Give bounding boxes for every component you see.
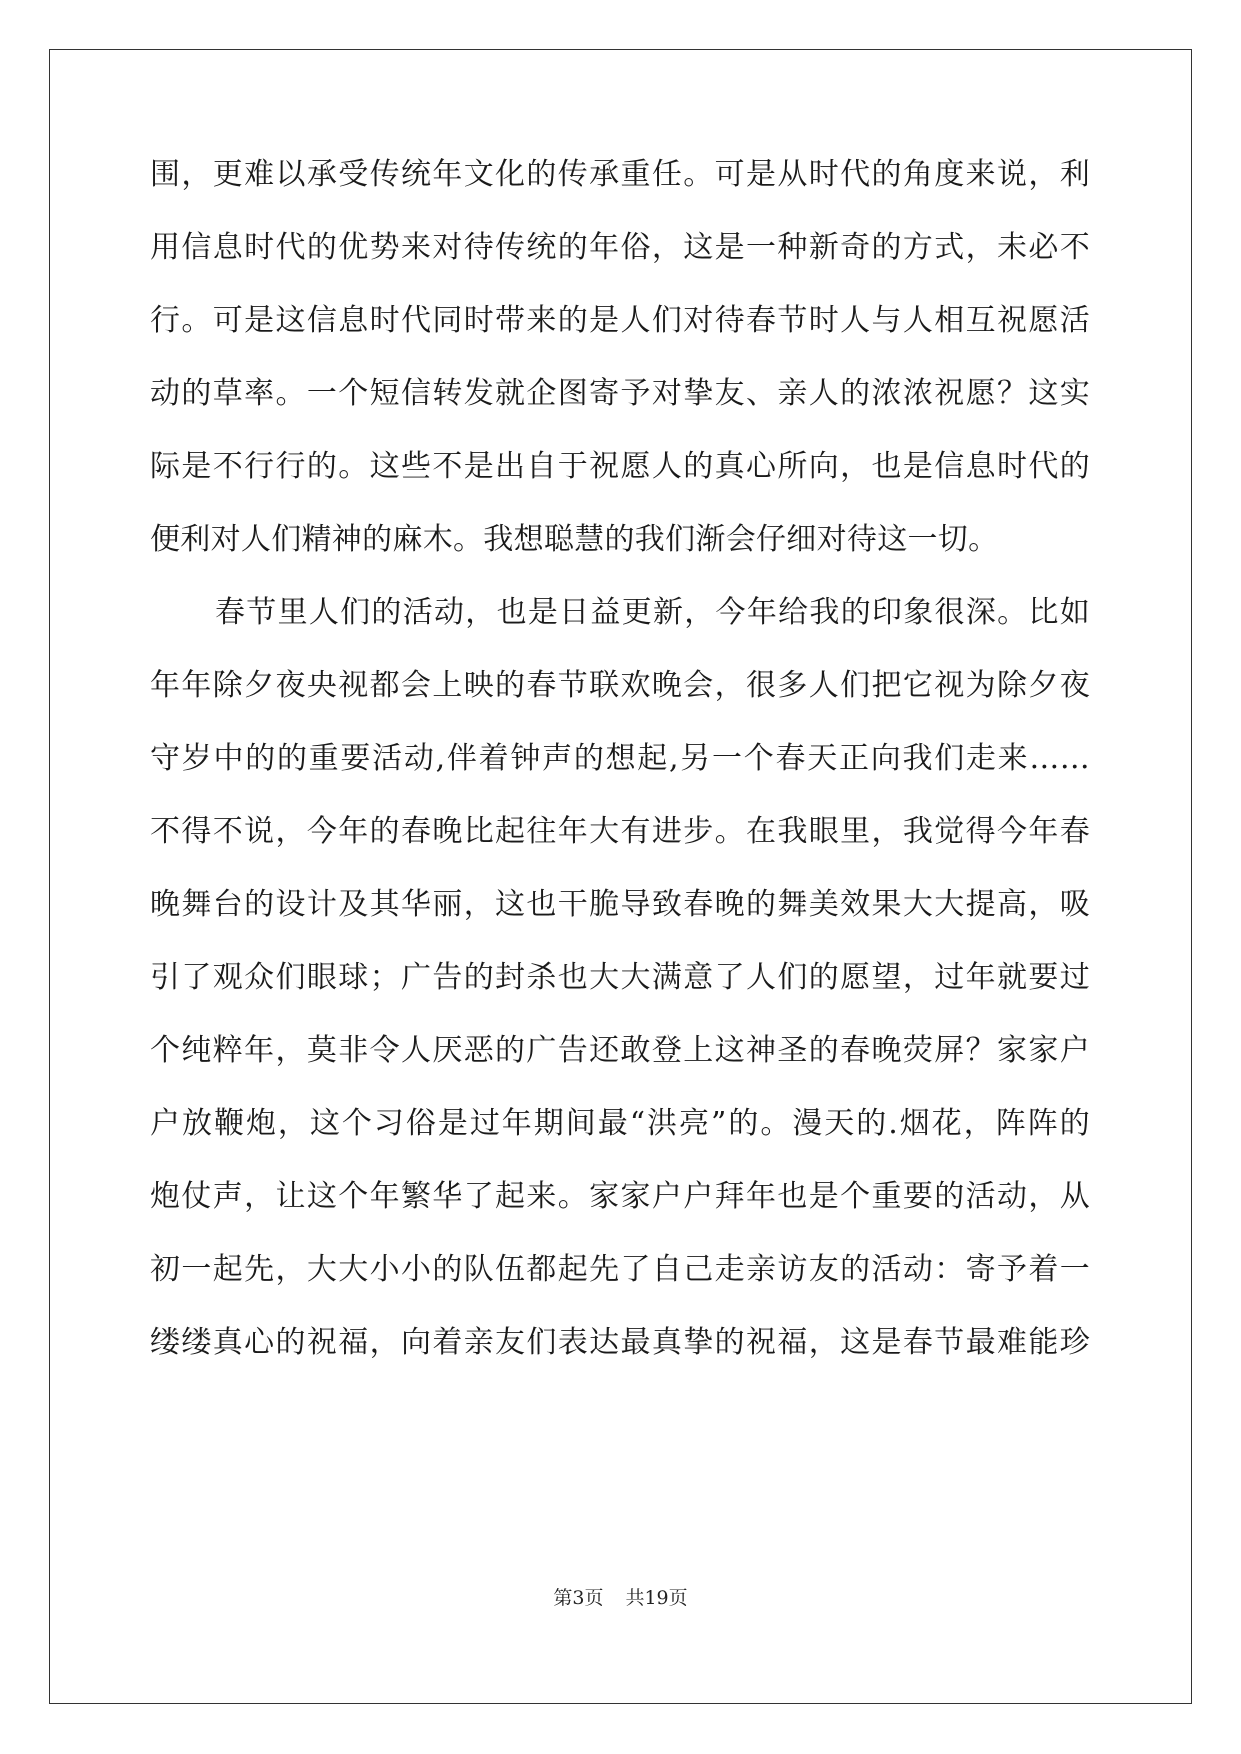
body-line-1: 围，更难以承受传统年文化的传承重任。可是从时代的角度来说，利 [150,157,1090,192]
body-line-5: 际是不行行的。这些不是出自于祝愿人的真心所向，也是信息时代的 [150,449,1090,484]
body-line-8: 年年除夕夜央视都会上映的春节联欢晚会，很多人们把它视为除夕夜 [150,668,1090,703]
body-line-17: 缕缕真心的祝福，向着亲友们表达最真挚的祝福，这是春节最难能珍 [150,1325,1090,1360]
body-line-11: 晚舞台的设计及其华丽，这也干脆导致春晚的舞美效果大大提高，吸 [150,887,1090,922]
body-line-10: 不得不说，今年的春晚比起往年大有进步。在我眼里，我觉得今年春 [150,814,1090,849]
page-footer [0,1586,1241,1610]
body-line-4: 动的草率。一个短信转发就企图寄予对挚友、亲人的浓浓祝愿？这实 [150,376,1090,411]
page-border [49,49,1192,1704]
body-line-13: 个纯粹年，莫非令人厌恶的广告还敢登上这神圣的春晚荧屏？家家户 [150,1033,1090,1068]
body-line-15: 炮仗声，让这个年繁华了起来。家家户户拜年也是个重要的活动，从 [150,1179,1090,1214]
page-number: 第3页 [553,1587,604,1609]
body-line-12: 引了观众们眼球；广告的封杀也大大满意了人们的愿望，过年就要过 [150,960,1090,995]
body-line-6: 便利对人们精神的麻木。我想聪慧的我们渐会仔细对待这一切。 [150,522,999,557]
body-line-7: 春节里人们的活动，也是日益更新，今年给我的印象很深。比如 [215,595,1090,630]
body-line-2: 用信息时代的优势来对待传统的年俗，这是一种新奇的方式，未必不 [150,230,1090,265]
page-total: 共19页 [625,1587,688,1609]
body-line-3: 行。可是这信息时代同时带来的是人们对待春节时人与人相互祝愿活 [150,303,1090,338]
body-line-9: 守岁中的的重要活动,伴着钟声的想起,另一个春天正向我们走来…… [150,741,1090,776]
body-line-14: 户放鞭炮，这个习俗是过年期间最“洪亮”的。漫天的.烟花，阵阵的 [150,1106,1090,1141]
body-line-16: 初一起先，大大小小的队伍都起先了自己走亲访友的活动：寄予着一 [150,1252,1090,1287]
